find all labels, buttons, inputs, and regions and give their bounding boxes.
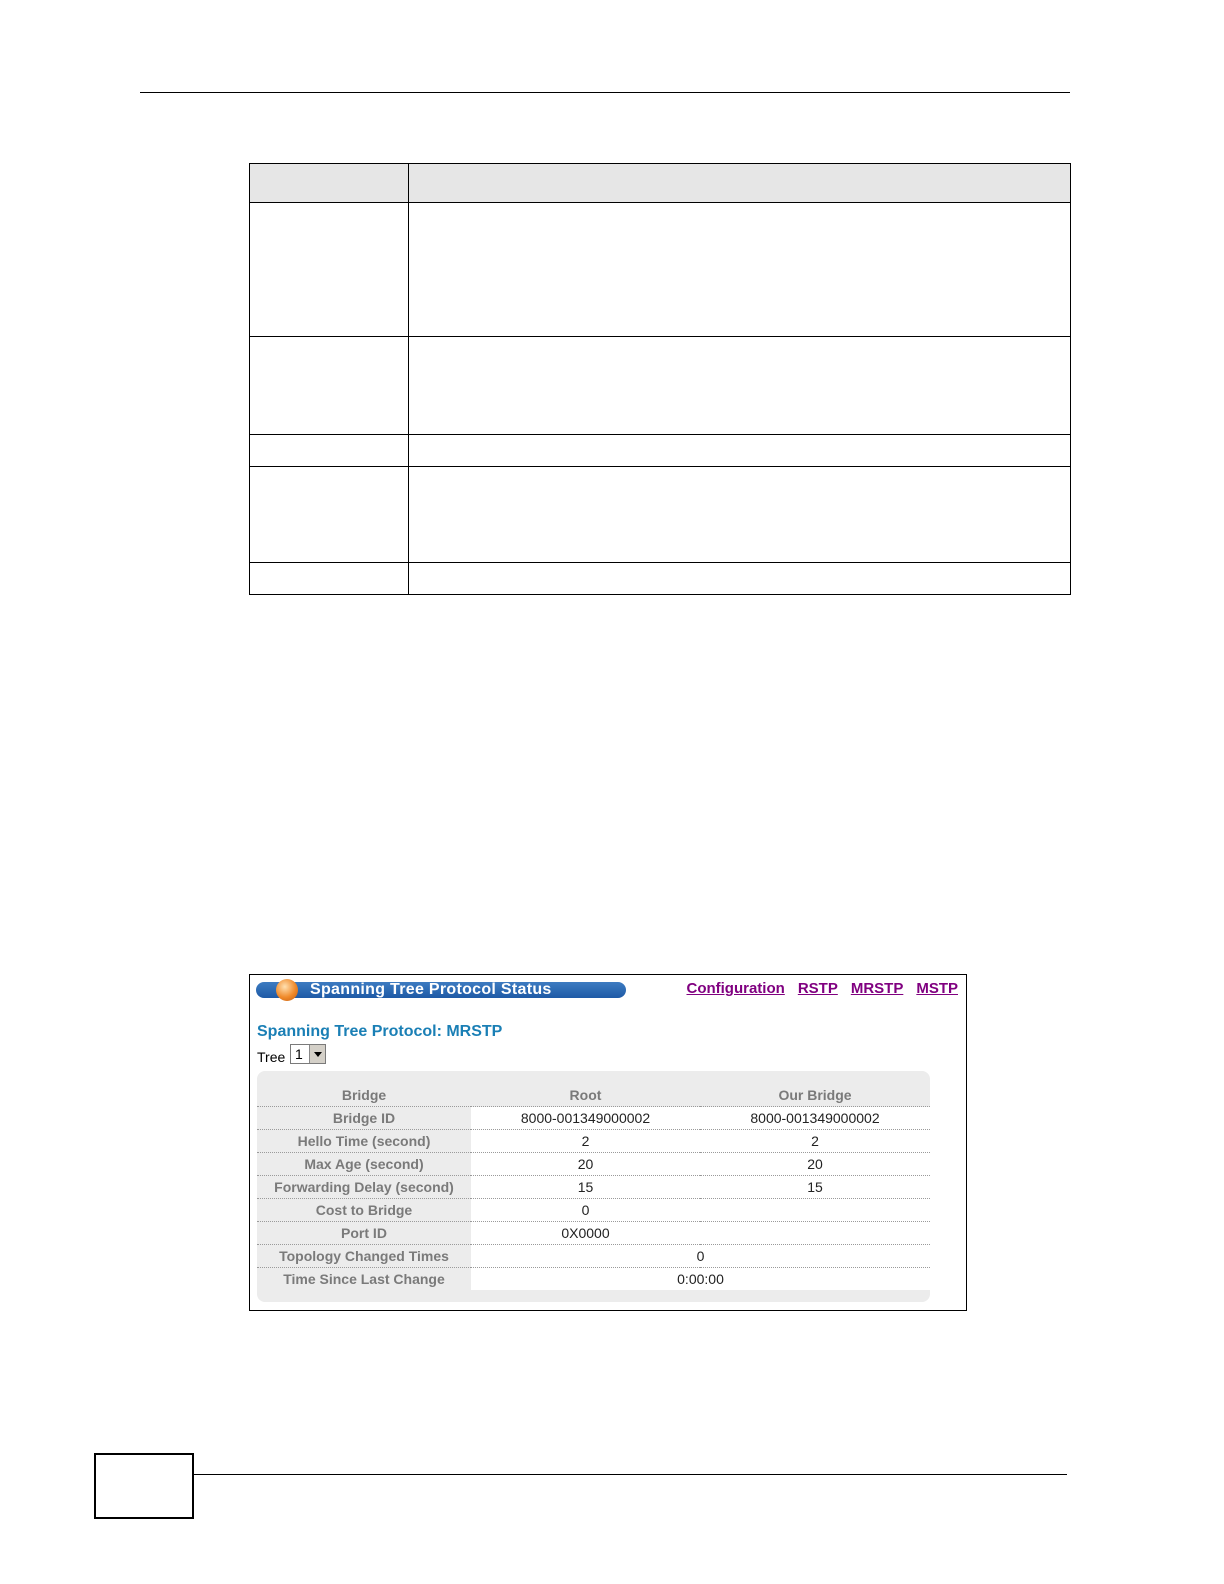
- table-row: [250, 337, 1071, 435]
- row-label: Time Since Last Change: [257, 1268, 471, 1291]
- root-value: 0X0000: [471, 1222, 700, 1245]
- table-cell: [250, 563, 409, 595]
- row-label: Topology Changed Times: [257, 1245, 471, 1268]
- chevron-down-icon: [314, 1052, 322, 1057]
- table-cell: [409, 563, 1071, 595]
- table-row: [250, 435, 1071, 467]
- table-header-cell: [250, 164, 409, 203]
- header-our-bridge: Our Bridge: [700, 1084, 930, 1107]
- our-bridge-value: 20: [700, 1153, 930, 1176]
- table-header-cell: [409, 164, 1071, 203]
- mstp-link[interactable]: MSTP: [916, 980, 958, 997]
- root-value: 8000-001349000002: [471, 1107, 700, 1130]
- table-row: [250, 203, 1071, 337]
- our-bridge-value: 2: [700, 1130, 930, 1153]
- our-bridge-value: 15: [700, 1176, 930, 1199]
- table-header-row: [257, 1084, 930, 1107]
- orb-icon: [276, 979, 298, 1001]
- row-label: Cost to Bridge: [257, 1199, 471, 1222]
- tree-label: Tree: [257, 1049, 286, 1065]
- table-cell: [250, 203, 409, 337]
- row-value: 0: [471, 1245, 930, 1268]
- protocol-title: Spanning Tree Protocol: MRSTP: [257, 1023, 503, 1040]
- table-row: [257, 1199, 930, 1222]
- table-header-row: [250, 164, 1071, 203]
- dropdown-button[interactable]: [309, 1045, 325, 1063]
- stp-status-table: [257, 1084, 930, 1290]
- table-row: [257, 1107, 930, 1130]
- table-row: [257, 1268, 930, 1291]
- root-value: 15: [471, 1176, 700, 1199]
- row-label: Port ID: [257, 1222, 471, 1245]
- stp-status-panel: [257, 1071, 930, 1302]
- row-label: Forwarding Delay (second): [257, 1176, 471, 1199]
- table-cell: [409, 203, 1071, 337]
- stp-status-screenshot: [249, 974, 967, 1311]
- table-row: [257, 1176, 930, 1199]
- root-value: 20: [471, 1153, 700, 1176]
- table-cell: [409, 337, 1071, 435]
- table-row: [257, 1153, 930, 1176]
- row-label: Max Age (second): [257, 1153, 471, 1176]
- table-cell: [250, 435, 409, 467]
- mrstp-link[interactable]: MRSTP: [850, 980, 904, 997]
- tree-select[interactable]: [290, 1044, 326, 1064]
- title-bar: [256, 982, 626, 998]
- header-bridge: Bridge: [257, 1084, 471, 1107]
- row-label: Hello Time (second): [257, 1130, 471, 1153]
- table-row: [257, 1130, 930, 1153]
- row-label: Bridge ID: [257, 1107, 471, 1130]
- table-cell: [250, 337, 409, 435]
- table-cell: [250, 467, 409, 563]
- nav-links: [673, 980, 958, 998]
- table-row: [250, 563, 1071, 595]
- table-row: [257, 1222, 930, 1245]
- screen-title: Spanning Tree Protocol Status: [310, 981, 552, 998]
- footer-rule: [193, 1474, 1067, 1475]
- table-row: [250, 467, 1071, 563]
- page-number-box: [94, 1453, 194, 1519]
- header-root: Root: [471, 1084, 700, 1107]
- header-rule: [140, 92, 1070, 93]
- our-bridge-value: [700, 1222, 930, 1245]
- table-cell: [409, 467, 1071, 563]
- our-bridge-value: [700, 1199, 930, 1222]
- our-bridge-value: 8000-001349000002: [700, 1107, 930, 1130]
- row-value: 0:00:00: [471, 1268, 930, 1291]
- root-value: 2: [471, 1130, 700, 1153]
- table-row: [257, 1245, 930, 1268]
- description-table: [249, 163, 1071, 595]
- rstp-link[interactable]: RSTP: [797, 980, 838, 997]
- configuration-link[interactable]: Configuration: [686, 980, 785, 997]
- tree-select-value: 1: [295, 1046, 303, 1062]
- root-value: 0: [471, 1199, 700, 1222]
- table-cell: [409, 435, 1071, 467]
